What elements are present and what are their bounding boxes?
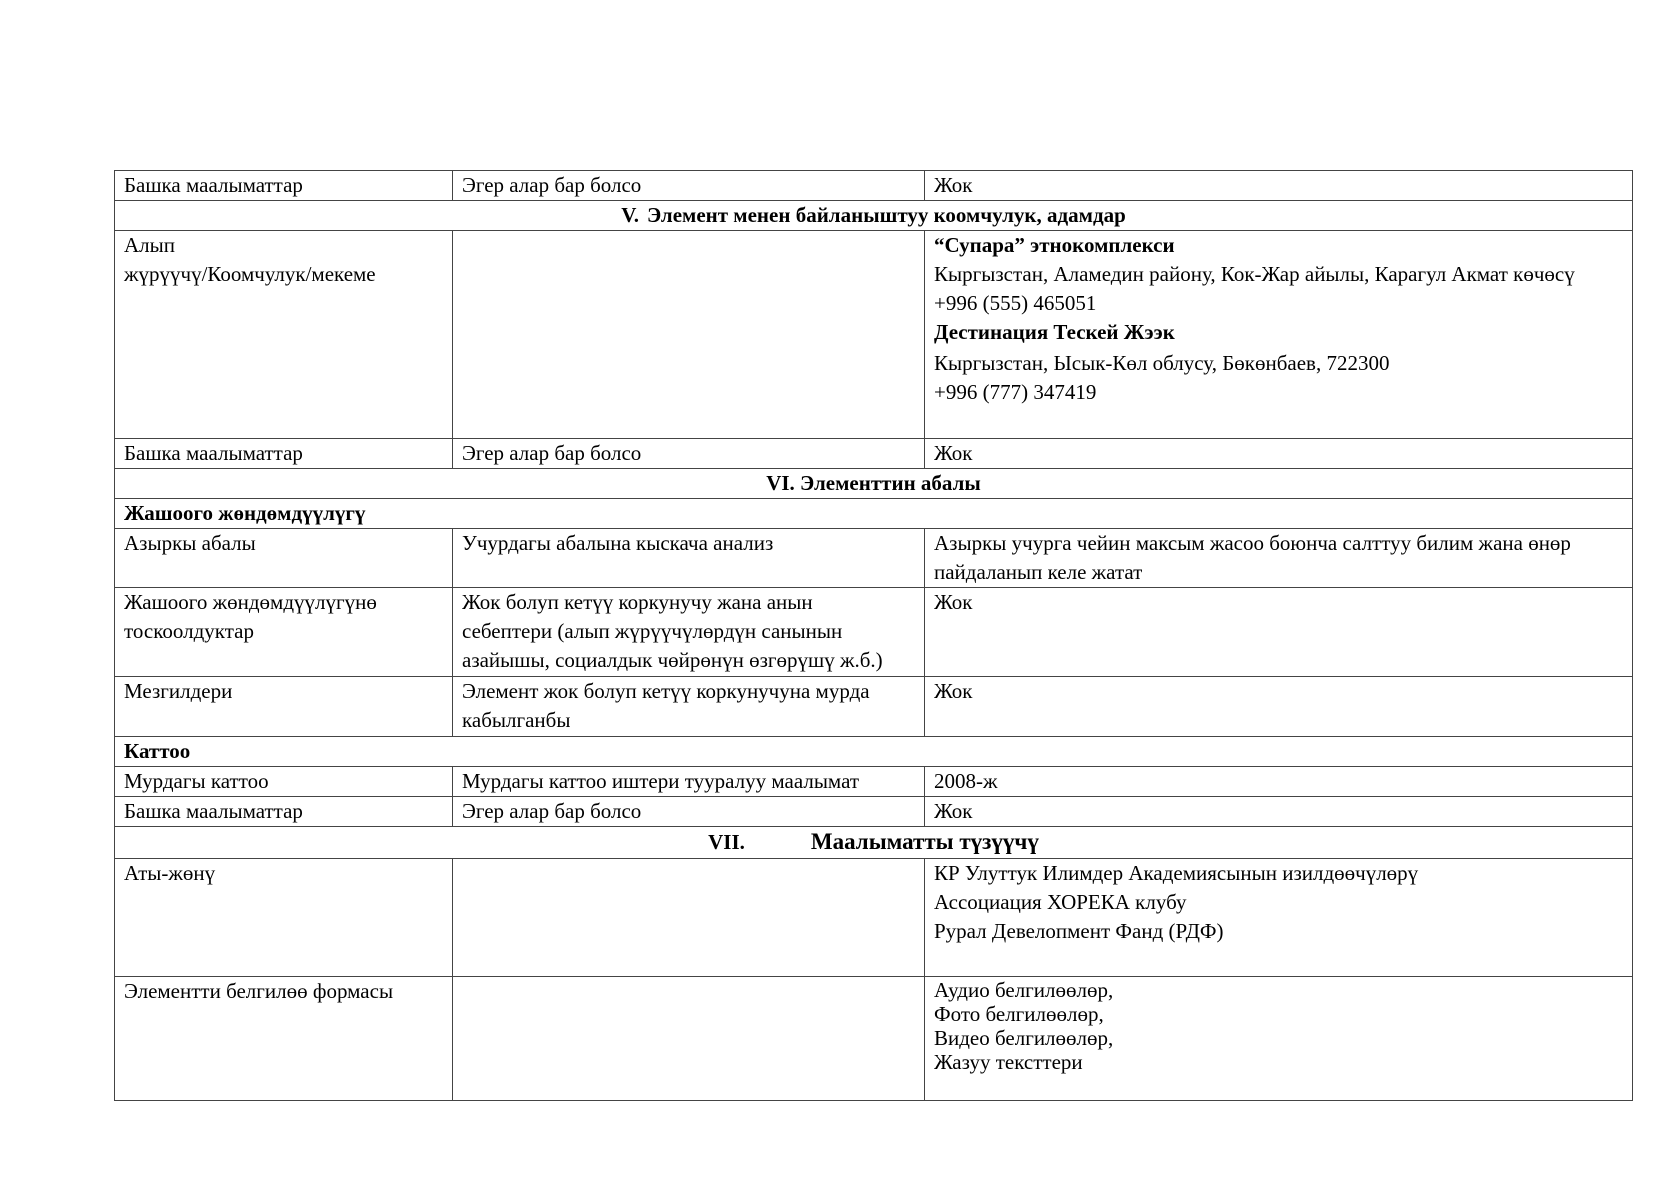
organization-address: Кыргызстан, Аламедин району, Кок-Жар айылы, Карагул Акмат көчөсү [934,262,1575,286]
cell-description [453,231,925,439]
section-title: VI. Элементтин абалы [115,469,1633,499]
section-title-cell [115,201,1633,231]
value-line: Аудио белгилөөлөр, [934,978,1114,1002]
table-row-documentation-form [115,977,1633,1101]
cell-value [925,231,1633,439]
section-title: Элемент менен байланыштуу коомчулук, адамдар [646,203,1126,227]
value-line: Фото белгилөөлөр, [934,1002,1104,1026]
cell-description [453,677,925,737]
table-row-other-info-2 [115,439,1633,469]
section-heading-vii [115,827,1633,859]
heritage-element-table [114,170,1633,1101]
cell-description: Эгер алар бар болсо [453,439,925,469]
cell-label [115,231,453,439]
value-line: КР Улуттук Илимдер Академиясынын изилдөөчүлөрү [934,861,1419,885]
table-row-bearers [115,231,1633,439]
cell-description: Эгер алар бар болсо [453,171,925,201]
cell-label: Мезгилдери [115,677,453,737]
cell-description [453,588,925,677]
section-title: Маалыматты түзүүчү [810,829,1039,854]
cell-description [453,977,925,1101]
subsection-title: Каттоо [115,737,1633,767]
cell-description [453,859,925,977]
label-line: жүрүүчү/Коомчулук/мекеме [124,262,376,286]
description-line: азайышы, социалдык чөйрөнүн өзгөрүшү ж.б.) [462,648,883,672]
cell-value: Жок [925,797,1633,827]
value-line: пайдаланып келе жатат [934,560,1143,584]
table-row-periods [115,677,1633,737]
cell-value [925,529,1633,588]
cell-label: Мурдагы каттоо [115,767,453,797]
table-row-current-state [115,529,1633,588]
cell-value: Жок [925,171,1633,201]
subsection-heading-viability [115,499,1633,529]
cell-value: Жок [925,677,1633,737]
cell-value: Жок [925,439,1633,469]
subsection-heading-registration [115,737,1633,767]
label-line: Жашоого жөндөмдүүлүгүнө [124,590,377,614]
table-row-other-info-3 [115,797,1633,827]
section-heading-vi [115,469,1633,499]
table-row-other-info-1 [115,171,1633,201]
table-row-threats [115,588,1633,677]
cell-value [925,859,1633,977]
cell-description: Мурдагы каттоо иштери тууралуу маалымат [453,767,925,797]
cell-label [115,588,453,677]
description-line: себептери (алып жүрүүчүлөрдүн санынын [462,619,843,643]
organization-name: Дестинация Тескей Жээк [934,320,1175,344]
organization-phone: +996 (555) 465051 [934,291,1097,315]
section-number: V. [621,203,639,227]
cell-value: 2008-ж [925,767,1633,797]
cell-value: Жок [925,588,1633,677]
cell-label: Башка маалыматтар [115,171,453,201]
cell-description: Учурдагы абалына кыскача анализ [453,529,925,588]
table-row-compiler [115,859,1633,977]
section-title-cell [115,827,1633,859]
description-line: Жок болуп кетүү коркунучу жана анын [462,590,813,614]
value-line: Ассоциация ХОРЕКА клубу [934,890,1187,914]
value-line: Азыркы учурга чейин максым жасоо боюнча салттуу билим жана өнөр [934,531,1571,555]
value-line: Видео белгилөөлөр, [934,1026,1114,1050]
label-line: тоскоолдуктар [124,619,254,643]
description-line: Элемент жок болуп кетүү коркунучуна мурда [462,679,870,703]
cell-label: Башка маалыматтар [115,439,453,469]
value-line: Жазуу тексттери [934,1050,1083,1074]
organization-phone: +996 (777) 347419 [934,380,1097,404]
subsection-title: Жашоого жөндөмдүүлүгү [115,499,1633,529]
cell-label: Элементти белгилөө формасы [115,977,453,1101]
organization-name: “Супара” этнокомплекси [934,233,1175,257]
organization-address: Кыргызстан, Ысык-Көл облусу, Бөкөнбаев, 722300 [934,351,1390,375]
value-line: Рурал Девелопмент Фанд (РДФ) [934,919,1224,943]
table-row-previous-registration [115,767,1633,797]
section-heading-v [115,201,1633,231]
cell-label: Азыркы абалы [115,529,453,588]
cell-label: Аты-жөнү [115,859,453,977]
section-number: VII. [708,830,745,854]
cell-label: Башка маалыматтар [115,797,453,827]
cell-value [925,977,1633,1101]
cell-description: Эгер алар бар болсо [453,797,925,827]
label-line: Алып [124,233,175,257]
description-line: кабылганбы [462,708,571,732]
